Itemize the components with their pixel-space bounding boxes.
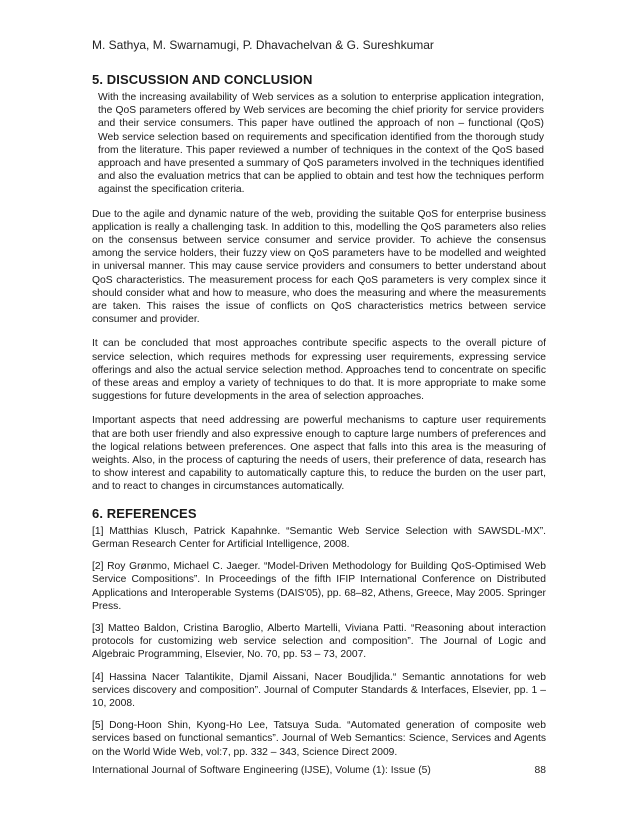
reference-1: [1] Matthias Klusch, Patrick Kapahnke. “Semantic Web Service Selection with SAWSDL-MX”. German Research Center for Artificial Intelligence, 2008. <box>92 525 546 550</box>
page-content <box>92 72 546 759</box>
page-footer <box>92 765 546 776</box>
discussion-paragraph-2: It can be concluded that most approaches contribute specific aspects to the overall picture of service selection, which requires methods for expressing user requirements, expressing service offerings and also the actual service selection method. Approaches tend to concentrate on specific of these areas and employ a variety of techniques to do that. It is more appropriate to make some suggestions for future developments in the area of selection approaches. <box>92 338 546 403</box>
section-6-heading: 6. REFERENCES <box>92 505 197 521</box>
reference-list <box>92 525 546 759</box>
reference-4: [4] Hassina Nacer Talantikite, Djamil Aissani, Nacer Boudjlida.“ Semantic annotations for web services discovery and composition”. Journal of Computer Standards & Interfaces, Elsevier, pp. 1 – 10, 2008. <box>92 671 546 709</box>
reference-5: [5] Dong-Hoon Shin, Kyong-Ho Lee, Tatsuya Suda. “Automated generation of composite web services based on functional semantics”. Journal of Web Semantics: Science, Services and Agents on the World Wide Web, vol:7, pp. 332 – 343, Science Direct 2009. <box>92 720 546 758</box>
reference-2: [2] Roy Grønmo, Michael C. Jaeger. “Model-Driven Methodology for Building QoS-Optimised Web Service Compositions”. In Proceedings of the fifth IFIP International Conference on Distributed Applications and Interoperable Systems (DAIS'05), pp. 68–82, Athens, Greece, May 2005. Springer Press. <box>92 561 546 612</box>
reference-3: [3] Matteo Baldon, Cristina Baroglio, Alberto Martelli, Viviana Patti. “Reasoning about interaction protocols for customizing web service selection and composition”. The Journal of Logic and Algebraic Programming, Elsevier, No. 70, pp. 53 – 73, 2007. <box>92 622 546 661</box>
section-5-summary: With the increasing availability of Web services as a solution to enterprise application integration, the QoS parameters offered by Web services are becoming the chief priority for service providers and their service consumers. This paper have outlined the approach of non – functional (QoS) Web service selection based on requirements and specification identified from the thorough study from the literature. This paper reviewed a number of techniques in the context of the QoS based approach and have presented a summary of QoS parameters involved in the techniques identified and also the evaluation metrics that can be applied to obtain and test how the techniques perform against the specification criteria. <box>98 92 544 196</box>
page-number: 88 <box>534 765 546 776</box>
section-5-heading: 5. DISCUSSION AND CONCLUSION <box>92 72 313 87</box>
discussion-paragraph-1: Due to the agile and dynamic nature of the web, providing the suitable QoS for enterprise business application is really a challenging task. In addition to this, modelling the QoS parameters also relies on the consensus between service consumer and service provider. To achieve the consensus among the service holders, their fuzzy view on QoS parameters have to be modelled and weighted in universal manner. This may cause service providers and consumers to better understand about QoS characteristics. The measurement process for each QoS parameters is very complex since it should consider what and how to measure, who does the measuring and where the measurements are taken. This raises the issue of conflicts on QoS characteristics metrics between service consumer and provider. <box>92 208 546 326</box>
discussion-paragraph-3: Important aspects that need addressing are powerful mechanisms to capture user requirements that are both user friendly and also expressive enough to capture large numbers of preferences and the logical relations between preferences. One aspect that falls into this area is the measuring of weights. Also, in the process of capturing the needs of users, their preference of data, research has to show interest and capability to automatically capture this, to reduce the burden on the user part, and to react to changes in circumstances automatically. <box>92 415 546 493</box>
journal-citation: International Journal of Software Engineering (IJSE), Volume (1): Issue (5) <box>92 765 431 776</box>
running-header: M. Sathya, M. Swarnamugi, P. Dhavachelvan & G. Sureshkumar <box>92 38 434 52</box>
